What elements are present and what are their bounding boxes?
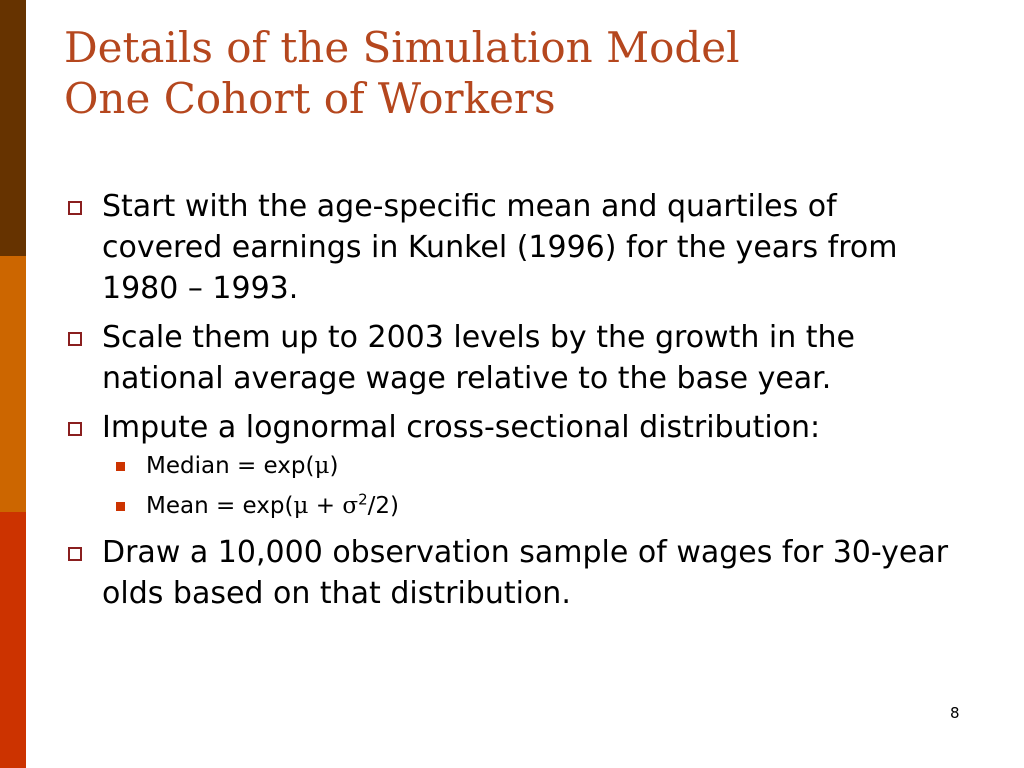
mu-symbol: μ [293, 493, 309, 519]
bullet-text: Impute a lognormal cross-sectional distribution: [102, 410, 821, 445]
title-line-2: One Cohort of Workers [64, 74, 556, 123]
hollow-square-bullet-icon [68, 201, 82, 215]
sub-bullet-median [102, 452, 964, 480]
mu-symbol: μ [314, 453, 330, 479]
median-prefix: Median = exp( [146, 453, 315, 479]
side-bar-middle [0, 256, 26, 512]
sub-bullet-mean [102, 492, 964, 520]
bullet-list [64, 186, 964, 622]
hollow-square-bullet-icon [68, 332, 82, 346]
bullet-text: Scale them up to 2003 levels by the growth in the national average wage relative to the base year. [102, 320, 856, 396]
mean-plus: + [308, 493, 343, 519]
squared-exponent: 2 [358, 490, 368, 509]
slide-title [64, 22, 740, 124]
hollow-square-bullet-icon [68, 422, 82, 436]
hollow-square-bullet-icon [68, 547, 82, 561]
bullet-item [64, 532, 964, 614]
side-bar-top [0, 0, 26, 256]
filled-square-bullet-icon [116, 462, 125, 471]
sub-bullet-list [102, 452, 964, 520]
mean-suffix: /2) [367, 493, 399, 519]
median-suffix: ) [329, 453, 339, 479]
sigma-symbol: σ [342, 493, 359, 519]
title-line-1: Details of the Simulation Model [64, 23, 740, 72]
bullet-text: Draw a 10,000 observation sample of wages for 30-year olds based on that distribution. [102, 535, 949, 611]
bullet-text: Start with the age-specific mean and quartiles of covered earnings in Kunkel (1996) for the years from 1980 – 1993. [102, 189, 898, 306]
page-number: 8 [950, 704, 960, 722]
mean-prefix: Mean = exp( [146, 493, 294, 519]
side-bar-bottom [0, 512, 26, 768]
bullet-item [64, 317, 964, 399]
bullet-item [64, 186, 964, 309]
bullet-item [64, 407, 964, 520]
filled-square-bullet-icon [116, 502, 125, 511]
